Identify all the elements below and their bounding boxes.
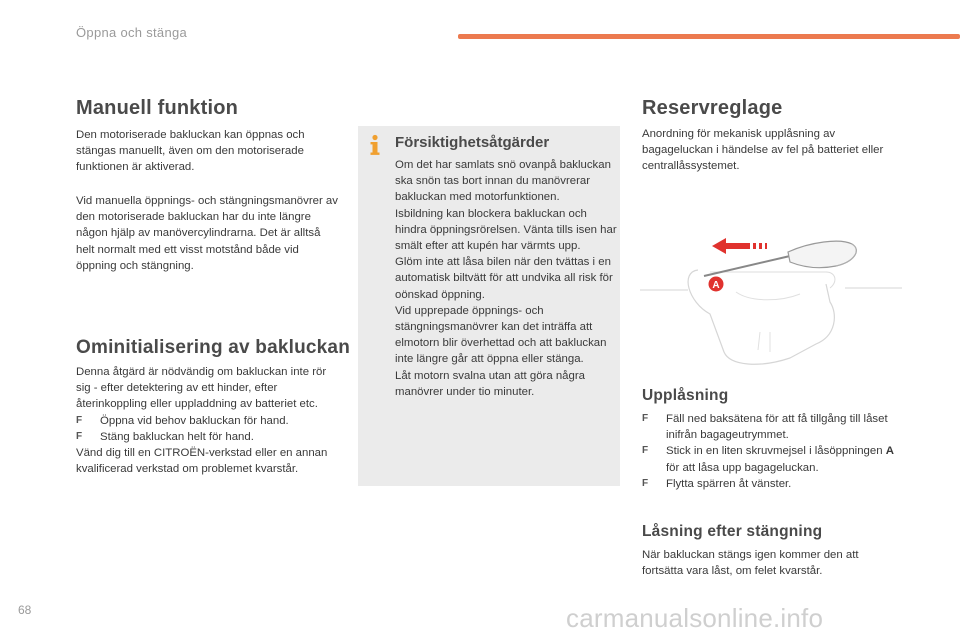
lock-after-closing-text: När bakluckan stängs igen kommer den att fortsätta vara låst, om felet kvarstår. xyxy=(642,549,859,578)
watermark: carmanualsonline.info xyxy=(566,603,824,633)
manual-function-paragraph-1: Den motoriserade bakluckan kan öppnas och stängas manuellt, även om den motoriserade funktionen är aktiverad. xyxy=(76,129,305,174)
reinit-steps xyxy=(76,413,338,445)
caution-line: Isbildning kan blockera bakluckan och hindra öppningsrörelsen. Vänta tills isen har smält efter att kupén har värmts upp. xyxy=(395,207,617,253)
manual-function-paragraph-2: Vid manuella öppnings- och stängningsmanövrer av den motoriserade bakluckan har du inte längre någon hjälp av manövercylindrarna. Det är alltså helt normalt med ett visst motstånd både vid öppning och stängning. xyxy=(76,195,338,272)
caution-line: Låt motorn svalna utan att göra några manövrer under tio minuter. xyxy=(395,369,585,398)
list-item: F Fäll ned baksätena för att få tillgång till låset inifrån bagageutrymmet. xyxy=(642,413,888,442)
bullet-icon: F xyxy=(642,477,649,489)
list-item: F Flytta spärren åt vänster. xyxy=(642,476,907,492)
caution-line: Om det har samlats snö ovanpå bakluckan ska snön tas bort innan du manövrerar bakluckan med motorfunktionen. xyxy=(395,159,611,204)
manual-function-title: Manuell funktion xyxy=(76,97,239,119)
reserve-control-title: Reservreglage xyxy=(642,97,783,119)
list-item: F Öppna vid behov bakluckan för hand. xyxy=(76,413,338,429)
reinit-outro: Vänd dig till en CITROËN-verkstad eller en annan kvalificerad verkstad om problemet kvarstår. xyxy=(76,447,328,476)
list-item: F Stick in en liten skruvmejsel i låsöppningen A för att låsa upp bagageluckan. xyxy=(642,445,894,474)
direction-arrow-icon xyxy=(712,238,767,254)
bullet-icon: F xyxy=(76,430,83,442)
lock-after-closing-title: Låsning efter stängning xyxy=(642,523,823,540)
caution-title: Försiktighetsåtgärder xyxy=(395,134,550,151)
lock-release-illustration xyxy=(640,232,902,370)
illustration-label: A xyxy=(712,280,720,291)
list-item: F Stäng bakluckan helt för hand. xyxy=(76,429,338,445)
caution-line: Glöm inte att låsa bilen när den tvättas i en automatisk biltvätt för att undvika all risk för oönskad öppning. xyxy=(395,256,613,301)
bullet-icon: F xyxy=(642,445,649,457)
reserve-control-text: Anordning för mekanisk upplåsning av bagageluckan i händelse av fel på batteriet eller centrallåssystemet. xyxy=(642,128,884,173)
chapter-title: Öppna och stänga xyxy=(76,25,188,40)
bullet-icon: F xyxy=(76,414,83,426)
reinit-intro: Denna åtgärd är nödvändig om bakluckan inte rör sig - efter detektering av ett hinder, efter återinkoppling eller uppladdning av batteriet etc. xyxy=(76,366,327,411)
unlock-steps xyxy=(642,411,907,492)
page-number: 68 xyxy=(18,603,32,617)
unlock-title: Upplåsning xyxy=(642,387,729,404)
bullet-icon: F xyxy=(642,413,649,424)
reinit-body xyxy=(76,364,338,477)
info-icon xyxy=(368,134,382,156)
caution-line: Vid upprepade öppnings- och stängningsmanövrer kan det inträffa att elmotorn blir överhettad och att bakluckan inte längre går att öppna eller stänga. xyxy=(395,304,607,366)
caution-text xyxy=(395,157,617,400)
header-accent-bar xyxy=(458,34,960,39)
reinit-title: Ominitialisering av bakluckan xyxy=(76,337,351,358)
